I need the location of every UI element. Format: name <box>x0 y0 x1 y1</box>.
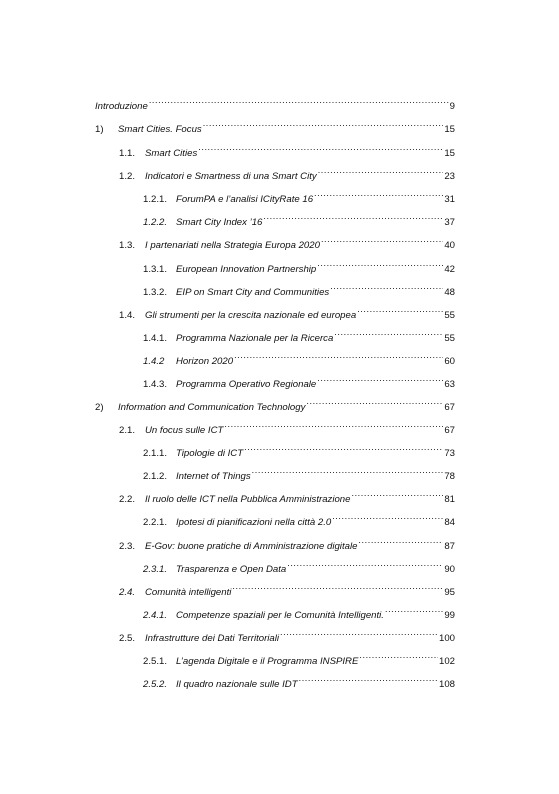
toc-entry-2-3[interactable] <box>119 535 455 552</box>
toc-entry-1-3-2[interactable] <box>143 281 455 298</box>
toc-entry-number: 2.3. <box>119 541 136 552</box>
toc-entry-2-2[interactable] <box>119 488 455 505</box>
toc-entry-page: 95 <box>444 587 455 598</box>
dot-leader <box>232 581 443 595</box>
dot-leader <box>306 396 443 410</box>
toc-entry-1-4[interactable] <box>119 304 455 321</box>
dot-leader <box>149 95 449 109</box>
toc-entry-1-2[interactable] <box>119 165 455 182</box>
toc-entry-page: 102 <box>438 656 455 667</box>
toc-entry-page: 108 <box>438 679 455 690</box>
dot-leader <box>330 281 443 295</box>
toc-entry-title: Horizon 2020 <box>176 356 234 367</box>
toc-entry-title: Smart Cities. Focus <box>118 124 202 135</box>
toc-entry-2-5-1[interactable] <box>143 650 455 667</box>
toc-entry-2-3-1[interactable] <box>143 558 455 575</box>
dot-leader <box>385 604 443 618</box>
toc-entry-title: ForumPA e l’analisi ICityRate 16 <box>176 194 314 205</box>
toc-entry-title: Introduzione <box>95 101 148 112</box>
toc-entry-title: Ipotesi di pianificazioni nella città 2.0 <box>176 517 332 528</box>
toc-entry-number: 1.2.1. <box>143 194 168 205</box>
toc-entry-chapter-1[interactable] <box>95 118 455 135</box>
toc-entry-page: 73 <box>444 448 455 459</box>
toc-entry-page: 90 <box>444 564 455 575</box>
toc-entry-number: 2) <box>95 402 104 413</box>
toc-entry-page: 9 <box>449 101 455 112</box>
toc-entry-page: 87 <box>444 541 455 552</box>
dot-leader <box>280 627 438 641</box>
toc-entry-page: 15 <box>444 148 455 159</box>
toc-entry-title: Un focus sulle ICT <box>145 425 224 436</box>
dot-leader <box>299 673 438 687</box>
dot-leader <box>198 142 443 156</box>
toc-entry-number: 2.2.1. <box>143 517 168 528</box>
toc-entry-page: 100 <box>438 633 455 644</box>
toc-entry-1-4-3[interactable] <box>143 373 455 390</box>
toc-entry-number: 1.4. <box>119 310 136 321</box>
toc-entry-1-2-1[interactable] <box>143 188 455 205</box>
dot-leader <box>358 535 443 549</box>
toc-entry-number: 1.4.2 <box>143 356 165 367</box>
toc-entry-title: I partenariati nella Strategia Europa 2020 <box>145 240 320 251</box>
toc-entry-page: 99 <box>444 610 455 621</box>
toc-entry-number: 1.2.2. <box>143 217 168 228</box>
toc-entry-page: 63 <box>444 379 455 390</box>
toc-entry-title: Information and Communication Technology <box>118 402 306 413</box>
toc-entry-number: 1.3. <box>119 240 136 251</box>
toc-entry-2-1-1[interactable] <box>143 442 455 459</box>
dot-leader <box>317 373 443 387</box>
dot-leader <box>351 488 443 502</box>
toc-entry-page: 81 <box>444 494 455 505</box>
toc-entry-page: 42 <box>444 264 455 275</box>
dot-leader <box>263 211 443 225</box>
toc-entry-title: Smart City Index ’16 <box>176 217 263 228</box>
dot-leader <box>234 350 443 364</box>
toc-entry-title: Smart Cities <box>145 148 198 159</box>
toc-entry-number: 2.1.2. <box>143 471 168 482</box>
toc-entry-page: 84 <box>444 517 455 528</box>
dot-leader <box>203 118 444 132</box>
toc-entry-2-4-1[interactable] <box>143 604 455 621</box>
toc-entry-number: 1.2. <box>119 171 136 182</box>
toc-entry-number: 2.4.1. <box>143 610 168 621</box>
toc-entry-number: 1.4.1. <box>143 333 168 344</box>
toc-entry-1-3[interactable] <box>119 234 455 251</box>
toc-entry-page: 55 <box>444 310 455 321</box>
dot-leader <box>357 304 443 318</box>
toc-entry-number: 1.4.3. <box>143 379 168 390</box>
toc-entry-title: E-Gov: buone pratiche di Amministrazione digitale <box>145 541 358 552</box>
toc-entry-number: 1.3.2. <box>143 287 168 298</box>
toc-entry-page: 67 <box>444 425 455 436</box>
toc-entry-page: 78 <box>444 471 455 482</box>
dot-leader <box>334 327 443 341</box>
dot-leader <box>287 558 443 572</box>
toc-entry-title: Trasparenza e Open Data <box>176 564 287 575</box>
toc-entry-2-5[interactable] <box>119 627 455 644</box>
toc-entry-number: 2.2. <box>119 494 136 505</box>
toc-entry-title: Il quadro nazionale sulle IDT <box>176 679 298 690</box>
toc-entry-2-1-2[interactable] <box>143 465 455 482</box>
toc-entry-page: 40 <box>444 240 455 251</box>
toc-entry-number: 2.5. <box>119 633 136 644</box>
toc-entry-1-4-1[interactable] <box>143 327 455 344</box>
toc-entry-page: 60 <box>444 356 455 367</box>
toc-entry-2-1[interactable] <box>119 419 455 436</box>
toc-entry-title: L’agenda Digitale e il Programma INSPIRE <box>176 656 359 667</box>
toc-entry-number: 2.1.1. <box>143 448 168 459</box>
toc-entry-1-4-2[interactable] <box>143 350 455 367</box>
toc-entry-2-2-1[interactable] <box>143 511 455 528</box>
toc-entry-title: Gli strumenti per la crescita nazionale ed europea <box>145 310 357 321</box>
toc-entry-title: Infrastrutture dei Dati Territoriali <box>145 633 280 644</box>
toc-entry-2-5-2[interactable] <box>143 673 455 690</box>
toc-entry-page: 31 <box>444 194 455 205</box>
toc-entry-page: 55 <box>444 333 455 344</box>
toc-entry-page: 15 <box>444 124 455 135</box>
toc-entry-introduzione[interactable] <box>95 95 455 112</box>
dot-leader <box>252 465 444 479</box>
toc-entry-number: 2.3.1. <box>143 564 168 575</box>
toc-entry-number: 2.5.2. <box>143 679 168 690</box>
dot-leader <box>332 511 443 525</box>
toc-entry-number: 1) <box>95 124 104 135</box>
toc-entry-number: 1.1. <box>119 148 136 159</box>
dot-leader <box>359 650 438 664</box>
toc-entry-title: Comunità intelligenti <box>145 587 232 598</box>
toc-entry-1-3-1[interactable] <box>143 258 455 275</box>
dot-leader <box>314 188 443 202</box>
toc-entry-chapter-2[interactable] <box>95 396 455 413</box>
toc-entry-title: EIP on Smart City and Communities <box>176 287 330 298</box>
toc-entry-title: Competenze spaziali per le Comunità Intelligenti. <box>176 610 384 621</box>
toc-entry-title: Indicatori e Smartness di una Smart City <box>145 171 317 182</box>
toc-entry-title: Tipologie di ICT <box>176 448 244 459</box>
toc-entry-title: Il ruolo delle ICT nella Pubblica Amministrazione <box>145 494 351 505</box>
toc-entry-1-2-2[interactable] <box>143 211 455 228</box>
toc-entry-page: 67 <box>444 402 455 413</box>
dot-leader <box>321 234 443 248</box>
toc-entry-1-1[interactable] <box>119 142 455 159</box>
toc-entry-title: Programma Operativo Regionale <box>176 379 317 390</box>
toc-entry-title: Internet of Things <box>176 471 251 482</box>
toc-entry-number: 2.5.1. <box>143 656 168 667</box>
toc-entry-number: 2.1. <box>119 425 136 436</box>
toc-entry-page: 23 <box>444 171 455 182</box>
toc-entry-number: 1.3.1. <box>143 264 168 275</box>
toc-entry-number: 2.4. <box>119 587 136 598</box>
toc-entry-title: Programma Nazionale per la Ricerca <box>176 333 334 344</box>
toc-entry-page: 37 <box>444 217 455 228</box>
dot-leader <box>318 165 444 179</box>
toc-entry-title: European Innovation Partnership <box>176 264 317 275</box>
toc-entry-page: 48 <box>444 287 455 298</box>
dot-leader <box>317 258 443 272</box>
dot-leader <box>224 419 443 433</box>
dot-leader <box>244 442 443 456</box>
toc-entry-2-4[interactable] <box>119 581 455 598</box>
